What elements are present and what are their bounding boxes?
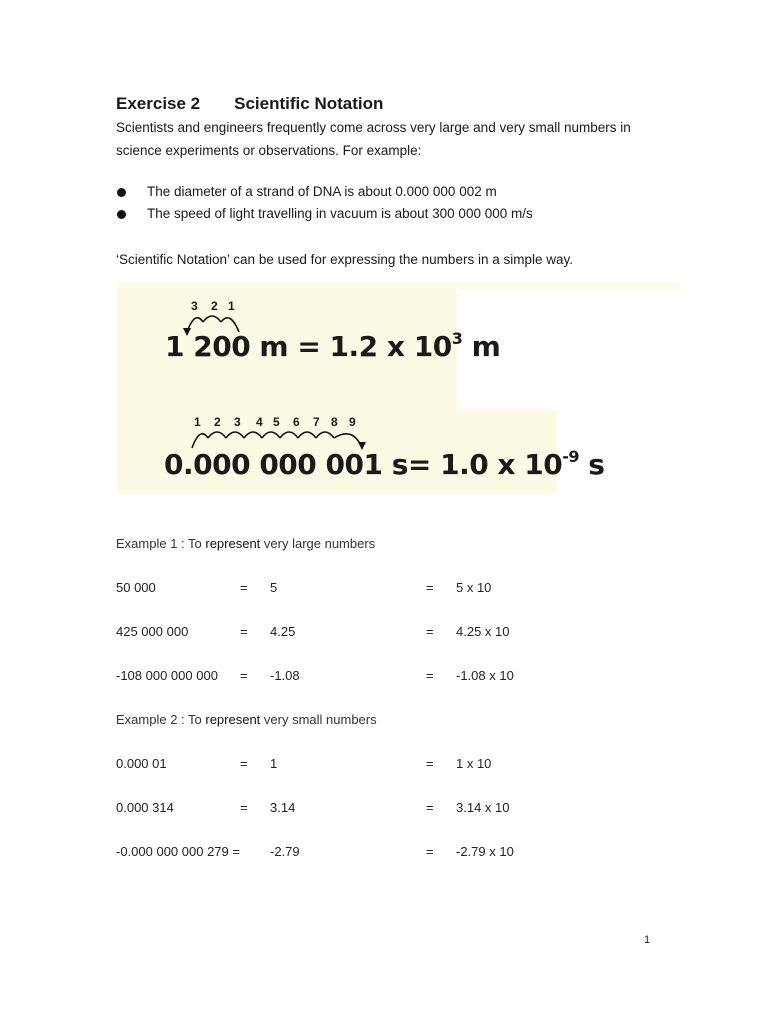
bullet-dna: The diameter of a strand of DNA is about 0.000 000 002 m [147, 184, 497, 199]
shift-count: 3 [234, 415, 241, 429]
shift-count: 4 [256, 415, 263, 429]
shift-count: 1 [194, 415, 201, 429]
exercise-label: Exercise 2 [116, 94, 201, 113]
notation-figure [117, 282, 680, 494]
shift-count: 3 [191, 299, 198, 313]
intro-line-1: Scientists and engineers frequently come across very large and very small numbers in [116, 120, 631, 135]
intro-line-2: science experiments or observations. For example: [116, 143, 422, 158]
shift-count: 1 [228, 299, 235, 313]
shift-count: 2 [211, 299, 218, 313]
page-title [116, 94, 383, 114]
bullet-icon [117, 188, 126, 197]
equation-small-number: 0.000 000 001 s= 1.0 x $10^{-9}$ s [164, 447, 605, 481]
bullet-icon [117, 210, 126, 219]
equation-large-number: 1 200 m = 1.2 x $10^3$ m [165, 329, 501, 363]
example-2-title: Example 2 : To represent very small numbers [116, 712, 377, 727]
shift-count: 6 [293, 415, 300, 429]
example-1-title: Example 1 : To represent very large numbers [116, 536, 376, 551]
notation-sentence: ‘Scientific Notation’ can be used for expressing the numbers in a simple way. [116, 252, 573, 267]
shift-count: 7 [313, 415, 320, 429]
topic-label: Scientific Notation [234, 94, 384, 113]
shift-count: 2 [214, 415, 221, 429]
shift-count: 5 [273, 415, 280, 429]
shift-count: 9 [349, 415, 356, 429]
page-number: 1 [644, 934, 651, 946]
shift-count: 8 [331, 415, 338, 429]
bullet-light: The speed of light travelling in vacuum is about 300 000 000 m/s [147, 206, 533, 221]
